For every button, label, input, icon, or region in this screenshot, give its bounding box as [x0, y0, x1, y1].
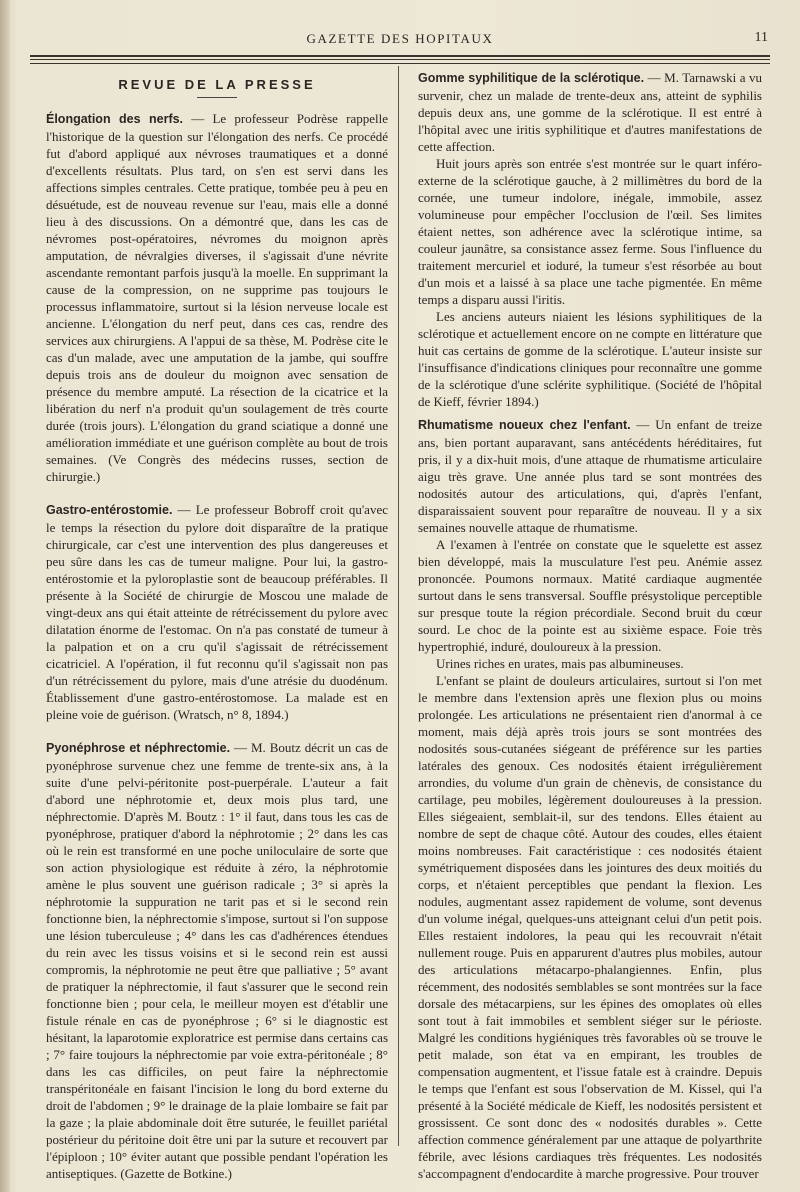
article-body: — Un enfant de treize ans, bien portant auparavant, sans antécédents héréditaires, fut pris, il y a dix-huit mois, d'une attaque de rhumatisme articulaire aigu très grave. Une année plus tard se sont montrées des nodosités autour des articulations, qui, d'après l'enfant, disparaissaient souvent pour reparaître de nouveau. Il y a six semaines nouvelle attaque de rhumatisme.: [418, 417, 762, 535]
section-title-rule: [197, 97, 237, 98]
right-column: [418, 69, 762, 1182]
article-body: — Le professeur Bobroff croit qu'avec le temps la résection du pylore doit disparaître de la pratique chirurgicale, car c'est une intervention des plus dangereuses et peu sûre dans les cas de tumeur maligne. Pour lui, la gastro-entérostomie et la pyloroplastie sont de beaucoup préférables. Il présente à la Société de chirurgie de Moscou une malade de vingt-deux ans qui était atteinte de rétrécissement du pylore avec dilatation énorme de l'estomac. On n'a pas constaté de tumeur à la palpation et on a cru qu'il s'agissait de rétrécissement cicatriciel. A l'opération, il fut reconnu qu'il s'agissait non pas d'un rétrécissement du pylore, mais d'une atrésie du duodénum. Établissement d'une gastro-entérostomose. La malade est en pleine voie de guérison. (Wratsch, n° 8, 1894.): [46, 502, 388, 722]
article-rhumatisme: [418, 416, 762, 536]
article-pyonephrose: [46, 739, 388, 1182]
section-title: REVUE DE LA PRESSE: [118, 77, 316, 92]
page-binding-shadow: [0, 0, 10, 1192]
article-body: — Le professeur Podrèse rappelle l'historique de la question sur l'élongation des nerfs. Ce procédé fut d'abord appliqué aux névroses traumatiques et a donné d'excellents résultats. Plus tard, on s'en est servi dans les affections simples centrales. Cette pratique, tombée peu à peu en désuétude, est de nouveau revenue sur l'eau, mais elle a donné lieu à des discussions. On a démontré que, dans les cas de névromes post-opératoires, névromes du moignon après amputation, de névralgies diverses, il s'agissait d'une névrite ascendante remontant parfois jusqu'à la moelle. En supprimant la cause de la compression, on ne supprime pas toujours le processus inflammatoire, surtout si la lésion nerveuse locale est ancienne. L'élongation du nerf peut, dans ces cas, rendre des services aux chirurgiens. A l'appui de sa thèse, M. Podrèse cite le cas d'un malade, avec une amputation de la jambe, qui souffre depuis trois ans de douleur du moignon avec sensation de présence du membre amputé. La résection de la cicatrice et la libération du nerf n'a produit qu'un soulagement de très courte durée (trois jours). L'élongation du grand sciatique a donné une amélioration immédiate et une guérison complète au bout de trois semaines. (Ve Congrès des médecins russes, section de chirurgie.): [46, 111, 388, 484]
page-number: 11: [754, 30, 768, 45]
paragraph: Huit jours après son entrée s'est montrée sur le quart inféro-externe de la sclérotique gauche, à 2 millimètres du bord de la cornée, une tumeur indolore, inégale, immobile, assez volumineuse pour empêcher l'occlusion de l'œil. Ses limites étaient nettes, son adhérence avec la sclérotique intime, sa couleur jaunâtre, sa consistance assez ferme. Sous l'influence du traitement mercuriel et ioduré, la tumeur s'est résorbée au bout d'un mois et a laissé à sa place une tache pigmentée. En même temps a disparu aussi l'iritis.: [418, 156, 762, 307]
paragraph: L'enfant se plaint de douleurs articulaires, surtout si l'on met le membre dans l'extension après une flexion plus ou moins prolongée. Les articulations ne présentaient rien d'anormal à ce moment, mais déjà après trois jours se sont montrées des nodosités sous-cutanées siégeant de préférence sur les parties latérales des genoux. Ces nodosités étaient irrégulièrement arrondies, du volume d'un grain de chènevis, de consistance du cartilage, peu mobiles, légèrement douloureuses à la pression. Elles siégeaient, semblait-il, sur des tendons. Elles étaient au nombre de sept de chaque côté. Autour des coudes, elles étaient moins nombreuses. Fait caractéristique : ces nodosités étaient symétriquement disposées dans les jointures des deux moitiés du corps, et n'étaient perceptibles que pendant la flexion. Les nodules, augmentant assez rapidement de volume, sont devenus d'un volume inégal, quelques-uns atteignant celui d'un petit pois. Elles restaient indolores, la peau qui les recouvrait n'était nullement rouge. Puis en apparurent d'autres plus mobiles, autour des articulations métacarpo-phalangiennes. Enfin, plus récemment, des nodosités semblables se sont montrées sur la face dorsale des métacarpiens, sur les épines des omoplates où elles sont tout à fait immobiles et semblent siéger sur le périoste. Malgré les conditions hygiéniques très favorables où se trouve le petit malade, son état va en empirant, les troubles de compensation augmentent, et l'issue fatale est à craindre. Depuis le temps que l'enfant est sous l'observation de M. Kissel, qui l'a présenté à la Société médicale de Kieff, les nodosités persistent et grossissent. Ce sont donc des « nodosités durables ». Cette affection commence généralement par une attaque de polyarthrite fébrile, avec lésions cardiaques très fréquentes. Les nodosités s'accompagnent d'endocardite à marche progressive. Pour trouver: [418, 673, 762, 1181]
article-body: — M. Boutz décrit un cas de pyonéphrose survenue chez une femme de trente-six ans, à la suite d'une pelvi-péritonite post-puerpérale. L'auteur a fait d'abord une néphrotomie et, deux mois plus tard, une néphrectomie. D'après M. Boutz : 1° il faut, dans tous les cas de pyonéphrose, pratiquer d'abord la néphrotomie ; 2° dans les cas où le rein est transformé en une poche uniloculaire de sorte que son action physiologique est réduite à zéro, la néphrotomie amène le plus souvent une guérison radicale ; 3° si après la néphrotomie la suppuration ne tarit pas et si le second rein fonctionne bien, la néphrectomie s'impose, surtout si l'on suppose une lésion tuberculeuse ; 4° dans les cas d'adhérences étendues du rein avec les tissus voisins et si le second rein est aussi compromis, la néphrotomie ne peut être que palliative ; 5° avant de pratiquer la néphrectomie, il faut s'assurer que le second rein fonctionne bien ; pour cela, le meilleur moyen est d'établir une fistule rénale en cas de pyonéphrose ; 6° si le diagnostic est hésitant, la laparotomie exploratrice est permise dans certains cas ; 7° faire toujours la néphrectomie par voie extra-péritonéale ; 8° dans les cas difficiles, on peut faire la néphrectomie transpéritonéale en faisant l'incision le long du bord externe du droit de l'abdomen ; 9° le drainage de la plaie lombaire se fait par la gaze ; la plaie abdominale doit être suturée, le feuillet pariétal postérieur du péritoine doit être uni par la suture et recouvert par l'épiploon ; 10° éviter autant que possible pendant l'opération les antiseptiques. (Gazette de Botkine.): [46, 740, 389, 1181]
journal-title: GAZETTE DES HOPITAUX: [306, 31, 494, 46]
article-heading: Gomme syphilitique de la sclérotique.: [418, 71, 645, 85]
article-body: — M. Tarnawski a vu survenir, chez un malade de trente-deux ans, atteint de syphilis depuis deux ans, une gomme de la sclérotique. Il est entré à l'hôpital avec une iritis syphilitique et d'autres manifestations de cette affection.: [418, 70, 763, 154]
article-gomme: [418, 69, 762, 155]
left-column: [46, 68, 388, 1182]
paragraph: Les anciens auteurs niaient les lésions syphilitiques de la sclérotique et actuellement encore on ne compte en littérature que huit cas certains de gomme de la sclérotique. L'auteur insiste sur l'insuffisance d'indications cliniques pour reconnaître une gomme de la sclérotique d'une sclérite syphilitique. (Société de l'hôpital de Kieff, février 1894.): [418, 309, 762, 409]
article-heading: Rhumatisme noueux chez l'enfant.: [418, 418, 631, 432]
paragraph: Urines riches en urates, mais pas albumineuses.: [436, 656, 684, 671]
article-heading: Élongation des nerfs.: [46, 112, 184, 126]
article-gastro: [46, 501, 388, 723]
article-elongation: [46, 110, 388, 485]
header-rule-thin: [30, 59, 770, 60]
page-header: [30, 30, 770, 48]
paragraph: A l'examen à l'entrée on constate que le squelette est assez bien développé, mais la musculature l'est peu. Anémie assez prononcée. Poumons normaux. Matité cardiaque augmentée surtout dans le sens transversal. Souffle présystolique perceptible sur presque toute la région précordiale. Second bruit du cœur sourd. Le choc de la pointe est au sixième espace. Foie très hypertrophié, induré, douloureux à la pression.: [418, 537, 762, 654]
header-rule-thick: [30, 55, 770, 57]
article-heading: Gastro-entérostomie.: [46, 503, 173, 517]
column-divider: [398, 66, 399, 1146]
header-rule-thin-2: [30, 63, 770, 64]
article-heading: Pyonéphrose et néphrectomie.: [46, 741, 231, 755]
